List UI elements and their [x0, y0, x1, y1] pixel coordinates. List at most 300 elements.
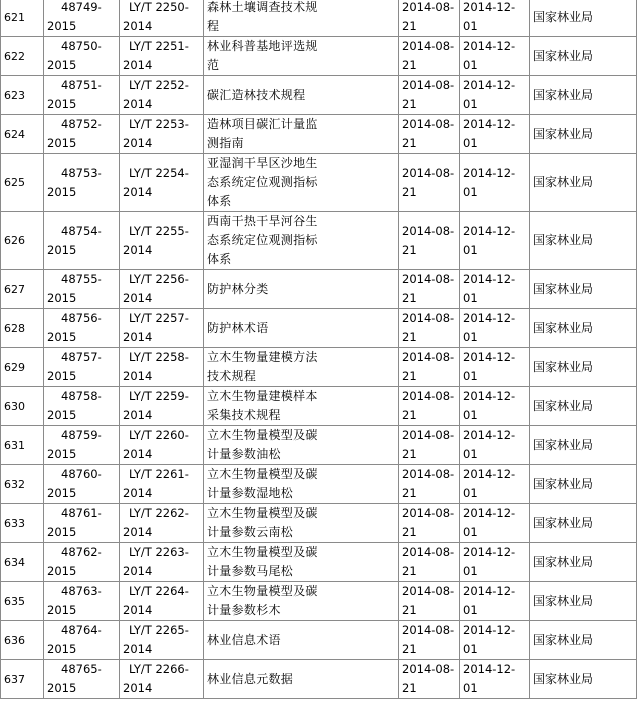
- standard-number-cell: [120, 426, 204, 465]
- record-number-year: 2015: [47, 330, 77, 344]
- department-cell: [530, 154, 637, 212]
- table-row: [1, 309, 637, 348]
- record-number-cell: [44, 465, 120, 504]
- implement-date-cell: [460, 660, 530, 699]
- implement-date-part: 2014-12-: [463, 467, 516, 481]
- implement-date-part: 2014-12-: [463, 117, 516, 131]
- implement-date-cell: [460, 309, 530, 348]
- record-number-year: 2015: [47, 603, 77, 617]
- department-name: 国家林业局: [533, 281, 594, 296]
- standard-name-line: 立木生物量建模样本: [207, 389, 318, 403]
- department-name: 国家林业局: [533, 320, 594, 335]
- standard-number-year: 2014: [123, 291, 153, 305]
- standard-number-cell: [120, 348, 204, 387]
- table-row: [1, 660, 637, 699]
- row-number-cell: [1, 465, 44, 504]
- record-number-cell: [44, 387, 120, 426]
- table-row: [1, 504, 637, 543]
- department-cell: [530, 270, 637, 309]
- standard-name-cell: [204, 154, 399, 212]
- standard-number-cell: [120, 582, 204, 621]
- standard-name-line: 程: [207, 19, 220, 33]
- record-number-part: 48751-: [61, 78, 102, 92]
- standard-number-part: LY/T 2259-: [129, 389, 189, 403]
- implement-date-part: 2014-12-: [463, 272, 516, 286]
- department-cell: [530, 309, 637, 348]
- standard-name-line: 计量参数湿地松: [207, 486, 294, 500]
- record-number-year: 2015: [47, 136, 77, 150]
- standard-number-cell: [120, 270, 204, 309]
- standard-number-year: 2014: [123, 136, 153, 150]
- record-number-cell: [44, 543, 120, 582]
- standard-number-cell: [120, 387, 204, 426]
- record-number-part: 48763-: [61, 584, 102, 598]
- publish-date-part: 2014-08-: [402, 78, 455, 92]
- standard-name-line: 立木生物量模型及碳: [207, 584, 318, 598]
- standard-number-part: LY/T 2260-: [129, 428, 189, 442]
- standard-number-part: LY/T 2251-: [129, 39, 189, 53]
- implement-date-cell: [460, 543, 530, 582]
- standard-number-cell: [120, 76, 204, 115]
- row-number-cell: [1, 543, 44, 582]
- publish-date-cell: [399, 37, 460, 76]
- row-number-cell: [1, 348, 44, 387]
- publish-date-cell: [399, 0, 460, 37]
- department-name: 国家林业局: [533, 632, 594, 647]
- department-cell: [530, 348, 637, 387]
- standard-name-cell: [204, 212, 399, 270]
- standard-name-cell: [204, 504, 399, 543]
- record-number-year: 2015: [47, 242, 77, 257]
- implement-date-part: 2014-12-: [463, 39, 516, 53]
- record-number-year: 2015: [47, 19, 77, 33]
- implement-date-day: 01: [463, 564, 478, 578]
- department-name: 国家林业局: [533, 554, 594, 569]
- standard-name-line: 态系统定位观测指标: [207, 233, 318, 247]
- implement-date-cell: [460, 504, 530, 543]
- publish-date-cell: [399, 115, 460, 154]
- publish-date-day: 21: [402, 136, 417, 150]
- implement-date-part: 2014-12-: [463, 0, 516, 14]
- row-number-cell: [1, 309, 44, 348]
- standard-number-year: 2014: [123, 242, 153, 257]
- publish-date-part: 2014-08-: [402, 223, 455, 238]
- publish-date-cell: [399, 270, 460, 309]
- row-number: 627: [4, 282, 25, 296]
- standard-number-cell: [120, 504, 204, 543]
- standard-number-part: LY/T 2250-: [129, 0, 189, 14]
- publish-date-part: 2014-08-: [402, 467, 455, 481]
- standard-name-line: 防护林术语: [207, 320, 269, 335]
- record-number-cell: [44, 309, 120, 348]
- department-name: 国家林业局: [533, 359, 594, 374]
- record-number-part: 48764-: [61, 623, 102, 637]
- implement-date-day: 01: [463, 525, 478, 539]
- implement-date-day: 01: [463, 184, 478, 199]
- implement-date-cell: [460, 621, 530, 660]
- record-number-year: 2015: [47, 291, 77, 305]
- record-number-part: 48752-: [61, 117, 102, 131]
- row-number: 628: [4, 321, 25, 335]
- row-number-cell: [1, 115, 44, 154]
- department-cell: [530, 115, 637, 154]
- standard-number-part: LY/T 2262-: [129, 506, 189, 520]
- department-cell: [530, 76, 637, 115]
- department-cell: [530, 465, 637, 504]
- standard-name-line: 林业科普基地评选规: [207, 39, 318, 53]
- implement-date-day: 01: [463, 603, 478, 617]
- department-cell: [530, 0, 637, 37]
- publish-date-day: 21: [402, 447, 417, 461]
- standard-number-year: 2014: [123, 19, 153, 33]
- publish-date-day: 21: [402, 525, 417, 539]
- implement-date-day: 01: [463, 242, 478, 257]
- row-number: 629: [4, 360, 25, 374]
- standard-number-cell: [120, 37, 204, 76]
- table-row: [1, 270, 637, 309]
- department-name: 国家林业局: [533, 671, 594, 686]
- table-row: [1, 76, 637, 115]
- department-cell: [530, 426, 637, 465]
- standard-name-cell: [204, 426, 399, 465]
- standard-number-part: LY/T 2252-: [129, 78, 189, 92]
- publish-date-cell: [399, 76, 460, 115]
- publish-date-day: 21: [402, 681, 417, 695]
- implement-date-day: 01: [463, 447, 478, 461]
- implement-date-part: 2014-12-: [463, 623, 516, 637]
- record-number-cell: [44, 0, 120, 37]
- row-number: 622: [4, 49, 25, 63]
- publish-date-day: 21: [402, 291, 417, 305]
- table-row: [1, 348, 637, 387]
- standard-number-cell: [120, 543, 204, 582]
- standard-name-cell: [204, 543, 399, 582]
- standard-number-cell: [120, 465, 204, 504]
- implement-date-part: 2014-12-: [463, 428, 516, 442]
- row-number: 621: [4, 10, 25, 24]
- record-number-cell: [44, 582, 120, 621]
- standard-number-part: LY/T 2255-: [129, 223, 189, 238]
- table-row: [1, 212, 637, 270]
- standard-number-part: LY/T 2253-: [129, 117, 189, 131]
- standard-name-cell: [204, 387, 399, 426]
- publish-date-day: 21: [402, 564, 417, 578]
- department-cell: [530, 504, 637, 543]
- standard-name-line: 碳汇造林技术规程: [207, 87, 306, 102]
- implement-date-part: 2014-12-: [463, 389, 516, 403]
- standard-name-line: 体系: [207, 252, 232, 266]
- implement-date-cell: [460, 154, 530, 212]
- record-number-year: 2015: [47, 564, 77, 578]
- department-cell: [530, 582, 637, 621]
- record-number-cell: [44, 348, 120, 387]
- implement-date-cell: [460, 270, 530, 309]
- publish-date-cell: [399, 309, 460, 348]
- department-name: 国家林业局: [533, 593, 594, 608]
- standard-number-year: 2014: [123, 564, 153, 578]
- publish-date-cell: [399, 154, 460, 212]
- standard-number-part: LY/T 2258-: [129, 350, 189, 364]
- standard-name-line: 立木生物量模型及碳: [207, 545, 318, 559]
- standard-number-year: 2014: [123, 486, 153, 500]
- publish-date-day: 21: [402, 642, 417, 656]
- standard-number-year: 2014: [123, 447, 153, 461]
- department-name: 国家林业局: [533, 87, 594, 102]
- record-number-part: 48750-: [61, 39, 102, 53]
- standard-number-cell: [120, 154, 204, 212]
- row-number: 635: [4, 594, 25, 608]
- implement-date-cell: [460, 212, 530, 270]
- standard-number-part: LY/T 2257-: [129, 311, 189, 325]
- implement-date-cell: [460, 387, 530, 426]
- publish-date-part: 2014-08-: [402, 0, 455, 14]
- implement-date-day: 01: [463, 97, 478, 111]
- implement-date-cell: [460, 426, 530, 465]
- standard-name-line: 防护林分类: [207, 281, 269, 296]
- publish-date-cell: [399, 387, 460, 426]
- publish-date-cell: [399, 660, 460, 699]
- implement-date-day: 01: [463, 136, 478, 150]
- implement-date-cell: [460, 0, 530, 37]
- record-number-part: 48761-: [61, 506, 102, 520]
- row-number-cell: [1, 387, 44, 426]
- implement-date-cell: [460, 115, 530, 154]
- implement-date-cell: [460, 348, 530, 387]
- standard-number-year: 2014: [123, 330, 153, 344]
- standard-name-cell: [204, 348, 399, 387]
- record-number-part: 48758-: [61, 389, 102, 403]
- row-number-cell: [1, 270, 44, 309]
- publish-date-part: 2014-08-: [402, 584, 455, 598]
- department-name: 国家林业局: [533, 476, 594, 491]
- department-name: 国家林业局: [533, 233, 594, 247]
- publish-date-part: 2014-08-: [402, 350, 455, 364]
- standard-name-cell: [204, 115, 399, 154]
- publish-date-part: 2014-08-: [402, 662, 455, 676]
- record-number-year: 2015: [47, 97, 77, 111]
- department-cell: [530, 212, 637, 270]
- publish-date-part: 2014-08-: [402, 117, 455, 131]
- standard-number-year: 2014: [123, 408, 153, 422]
- row-number: 625: [4, 176, 25, 189]
- table-row: [1, 387, 637, 426]
- table-row: [1, 543, 637, 582]
- publish-date-cell: [399, 543, 460, 582]
- department-cell: [530, 543, 637, 582]
- implement-date-part: 2014-12-: [463, 165, 516, 180]
- record-number-part: 48754-: [61, 223, 102, 238]
- table-row: [1, 426, 637, 465]
- implement-date-part: 2014-12-: [463, 350, 516, 364]
- standard-number-year: 2014: [123, 603, 153, 617]
- standard-name-line: 计量参数云南松: [207, 525, 294, 539]
- publish-date-day: 21: [402, 603, 417, 617]
- row-number-cell: [1, 0, 44, 37]
- department-cell: [530, 660, 637, 699]
- row-number: 637: [4, 672, 25, 686]
- standard-name-line: 技术规程: [207, 369, 257, 383]
- record-number-part: 48749-: [61, 0, 102, 14]
- record-number-cell: [44, 621, 120, 660]
- standard-name-line: 计量参数马尾松: [207, 564, 294, 578]
- implement-date-part: 2014-12-: [463, 506, 516, 520]
- standard-number-year: 2014: [123, 184, 153, 199]
- record-number-cell: [44, 37, 120, 76]
- standard-name-cell: [204, 309, 399, 348]
- row-number: 632: [4, 477, 25, 491]
- implement-date-day: 01: [463, 408, 478, 422]
- department-name: 国家林业局: [533, 126, 594, 141]
- standard-number-cell: [120, 115, 204, 154]
- row-number-cell: [1, 426, 44, 465]
- standard-number-cell: [120, 309, 204, 348]
- record-number-year: 2015: [47, 58, 77, 72]
- table-row: [1, 37, 637, 76]
- record-number-cell: [44, 504, 120, 543]
- standard-number-year: 2014: [123, 642, 153, 656]
- standard-name-line: 计量参数杉木: [207, 603, 281, 617]
- publish-date-cell: [399, 465, 460, 504]
- row-number: 631: [4, 438, 25, 452]
- row-number-cell: [1, 154, 44, 212]
- row-number: 630: [4, 399, 25, 413]
- implement-date-part: 2014-12-: [463, 545, 516, 559]
- standard-name-line: 范: [207, 58, 220, 72]
- publish-date-part: 2014-08-: [402, 165, 455, 180]
- record-number-year: 2015: [47, 369, 77, 383]
- row-number-cell: [1, 212, 44, 270]
- standard-number-year: 2014: [123, 58, 153, 72]
- table-row: [1, 621, 637, 660]
- standard-number-year: 2014: [123, 525, 153, 539]
- record-number-cell: [44, 270, 120, 309]
- publish-date-day: 21: [402, 184, 417, 199]
- table-row: [1, 115, 637, 154]
- standard-name-line: 亚湿润干旱区沙地生: [207, 156, 318, 170]
- department-name: 国家林业局: [533, 515, 594, 530]
- record-number-part: 48759-: [61, 428, 102, 442]
- standard-name-line: 林业信息元数据: [207, 671, 294, 686]
- publish-date-part: 2014-08-: [402, 623, 455, 637]
- publish-date-part: 2014-08-: [402, 428, 455, 442]
- implement-date-part: 2014-12-: [463, 662, 516, 676]
- row-number: 624: [4, 127, 25, 141]
- publish-date-day: 21: [402, 19, 417, 33]
- standard-number-part: LY/T 2266-: [129, 662, 189, 676]
- standard-number-part: LY/T 2256-: [129, 272, 189, 286]
- standard-name-line: 计量参数油松: [207, 447, 281, 461]
- record-number-part: 48760-: [61, 467, 102, 481]
- implement-date-part: 2014-12-: [463, 311, 516, 325]
- row-number: 634: [4, 555, 25, 569]
- department-name: 国家林业局: [533, 175, 594, 189]
- department-cell: [530, 387, 637, 426]
- publish-date-cell: [399, 504, 460, 543]
- implement-date-day: 01: [463, 486, 478, 500]
- standard-name-cell: [204, 37, 399, 76]
- standard-number-cell: [120, 212, 204, 270]
- standard-number-cell: [120, 0, 204, 37]
- implement-date-part: 2014-12-: [463, 78, 516, 92]
- row-number: 633: [4, 516, 25, 530]
- standard-name-line: 态系统定位观测指标: [207, 175, 318, 189]
- record-number-part: 48757-: [61, 350, 102, 364]
- record-number-part: 48762-: [61, 545, 102, 559]
- standard-number-part: LY/T 2263-: [129, 545, 189, 559]
- publish-date-cell: [399, 426, 460, 465]
- row-number-cell: [1, 504, 44, 543]
- implement-date-day: 01: [463, 681, 478, 695]
- department-name: 国家林业局: [533, 9, 594, 24]
- standard-name-line: 立木生物量模型及碳: [207, 428, 318, 442]
- standard-name-line: 立木生物量模型及碳: [207, 467, 318, 481]
- row-number-cell: [1, 621, 44, 660]
- standard-number-part: LY/T 2265-: [129, 623, 189, 637]
- record-number-cell: [44, 154, 120, 212]
- implement-date-day: 01: [463, 330, 478, 344]
- implement-date-part: 2014-12-: [463, 584, 516, 598]
- record-number-year: 2015: [47, 525, 77, 539]
- table-row: [1, 154, 637, 212]
- record-number-year: 2015: [47, 408, 77, 422]
- publish-date-part: 2014-08-: [402, 39, 455, 53]
- implement-date-day: 01: [463, 19, 478, 33]
- publish-date-cell: [399, 582, 460, 621]
- implement-date-cell: [460, 582, 530, 621]
- record-number-cell: [44, 76, 120, 115]
- publish-date-part: 2014-08-: [402, 311, 455, 325]
- record-number-year: 2015: [47, 447, 77, 461]
- record-number-part: 48755-: [61, 272, 102, 286]
- publish-date-day: 21: [402, 369, 417, 383]
- standard-name-line: 测指南: [207, 136, 244, 150]
- record-number-part: 48753-: [61, 165, 102, 180]
- standard-name-line: 立木生物量模型及碳: [207, 506, 318, 520]
- implement-date-day: 01: [463, 369, 478, 383]
- standard-number-part: LY/T 2254-: [129, 165, 189, 180]
- record-number-year: 2015: [47, 184, 77, 199]
- publish-date-part: 2014-08-: [402, 389, 455, 403]
- standard-name-line: 造林项目碳汇计量监: [207, 117, 318, 131]
- standard-number-year: 2014: [123, 681, 153, 695]
- publish-date-day: 21: [402, 242, 417, 257]
- row-number-cell: [1, 660, 44, 699]
- standard-number-part: LY/T 2264-: [129, 584, 189, 598]
- implement-date-day: 01: [463, 58, 478, 72]
- row-number-cell: [1, 582, 44, 621]
- publish-date-day: 21: [402, 97, 417, 111]
- standard-name-cell: [204, 270, 399, 309]
- standard-number-year: 2014: [123, 369, 153, 383]
- department-name: 国家林业局: [533, 437, 594, 452]
- record-number-cell: [44, 212, 120, 270]
- standard-name-line: 林业信息术语: [207, 632, 281, 647]
- row-number: 623: [4, 88, 25, 102]
- record-number-year: 2015: [47, 486, 77, 500]
- publish-date-cell: [399, 348, 460, 387]
- implement-date-day: 01: [463, 642, 478, 656]
- standard-name-line: 体系: [207, 194, 232, 208]
- implement-date-part: 2014-12-: [463, 223, 516, 238]
- implement-date-cell: [460, 465, 530, 504]
- standard-name-cell: [204, 465, 399, 504]
- department-name: 国家林业局: [533, 398, 594, 413]
- publish-date-cell: [399, 621, 460, 660]
- standard-number-cell: [120, 621, 204, 660]
- record-number-part: 48765-: [61, 662, 102, 676]
- publish-date-part: 2014-08-: [402, 545, 455, 559]
- standard-name-line: 西南干热干旱河谷生: [207, 214, 318, 228]
